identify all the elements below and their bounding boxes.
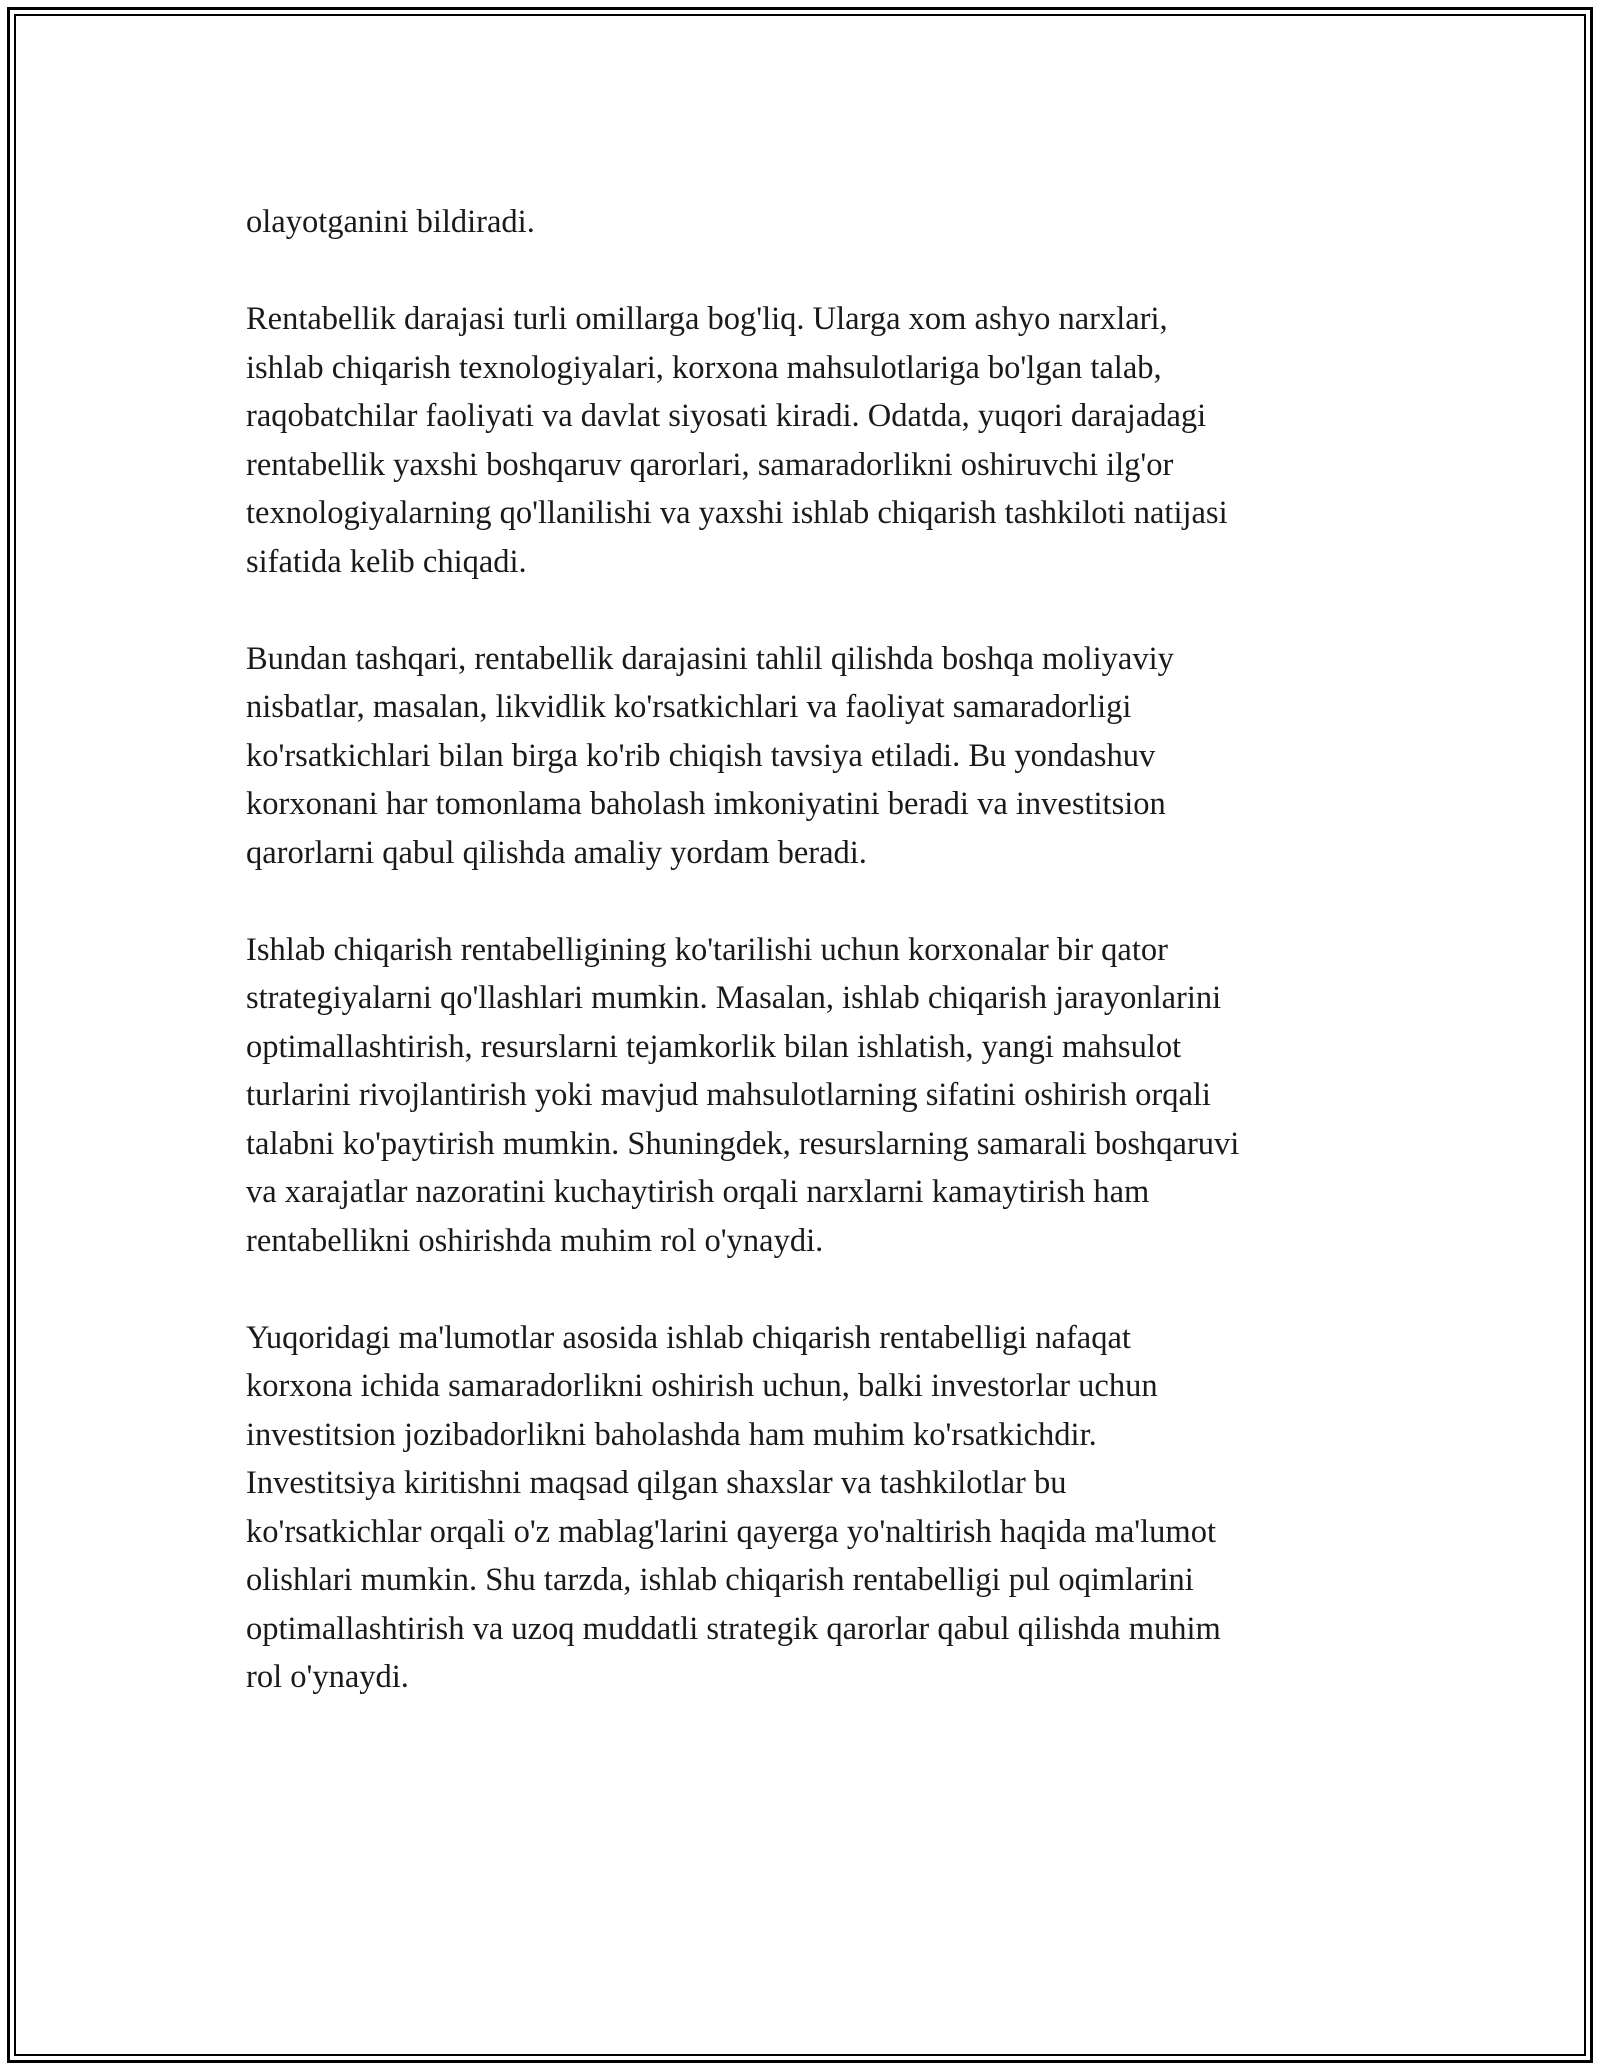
text-line: Ishlab chiqarish rentabelligining ko'tarilishi uchun korxonalar bir qator (246, 931, 1168, 968)
text-line: strategiyalarni qo'llashlari mumkin. Masalan, ishlab chiqarish jarayonlarini (246, 980, 1222, 1016)
text-line: rol o'ynaydi. (246, 1659, 409, 1695)
text-line: Rentabellik darajasi turli omillarga bog'liq. Ularga xom ashyo narxlari, (246, 301, 1168, 337)
text-line: ishlab chiqarish texnologiyalari, korxona mahsulotlariga bo'lgan talab, (246, 349, 1162, 386)
text-line: optimallashtirish va uzoq muddatli strategik qarorlar qabul qilishda muhim (246, 1610, 1221, 1647)
text-line: va xarajatlar nazoratini kuchaytirish orqali narxlarni kamaytirish ham (246, 1174, 1150, 1210)
paragraph-3 (246, 635, 1386, 878)
text-line: qarorlarni qabul qilishda amaliy yordam beradi. (246, 834, 867, 871)
paragraph-2 (246, 295, 1386, 586)
text-line: talabni ko'paytirish mumkin. Shuningdek, resurslarning samarali boshqaruvi (246, 1125, 1240, 1162)
text-line: optimallashtirish, resurslarni tejamkorlik bilan ishlatish, yangi mahsulot (246, 1028, 1182, 1065)
text-line: rentabellikni oshirishda muhim rol o'ynaydi. (246, 1222, 824, 1259)
text-line: investitsion jozibadorlikni baholashda ham muhim ko'rsatkichdir. (246, 1416, 1097, 1453)
text-line: nisbatlar, masalan, likvidlik ko'rsatkichlari va faoliyat samaradorligi (246, 689, 1132, 725)
text-line: texnologiyalarning qo'llanilishi va yaxshi ishlab chiqarish tashkiloti natijasi (246, 495, 1228, 531)
paragraph-4 (246, 926, 1386, 1266)
text-line: rentabellik yaxshi boshqaruv qarorlari, samaradorlikni oshiruvchi ilg'or (246, 446, 1174, 483)
text-line: ko'rsatkichlari bilan birga ko'rib chiqish tavsiya etiladi. Bu yondashuv (246, 737, 1156, 774)
text-line: olishlari mumkin. Shu tarzda, ishlab chiqarish rentabelligi pul oqimlarini (246, 1562, 1194, 1598)
paragraph-5 (246, 1314, 1386, 1702)
document-body (246, 198, 1386, 1750)
page-frame (7, 7, 1593, 2063)
text-line: sifatida kelib chiqadi. (246, 543, 527, 580)
paragraph-1 (246, 198, 1386, 247)
text-line: olayotganini bildiradi. (246, 204, 535, 240)
text-line: Yuqoridagi ma'lumotlar asosida ishlab chiqarish rentabelligi nafaqat (246, 1319, 1131, 1356)
text-line: korxona ichida samaradorlikni oshirish uchun, balki investorlar uchun (246, 1368, 1158, 1404)
text-line: Bundan tashqari, rentabellik darajasini tahlil qilishda boshqa moliyaviy (246, 640, 1174, 677)
text-line: ko'rsatkichlar orqali o'z mablag'larini qayerga yo'naltirish haqida ma'lumot (246, 1513, 1216, 1550)
text-line: Investitsiya kiritishni maqsad qilgan shaxslar va tashkilotlar bu (246, 1465, 1067, 1501)
text-line: raqobatchilar faoliyati va davlat siyosati kiradi. Odatda, yuqori darajadagi (246, 398, 1207, 434)
text-line: turlarini rivojlantirish yoki mavjud mahsulotlarning sifatini oshirish orqali (246, 1077, 1211, 1113)
text-line: korxonani har tomonlama baholash imkoniyatini beradi va investitsion (246, 786, 1166, 822)
